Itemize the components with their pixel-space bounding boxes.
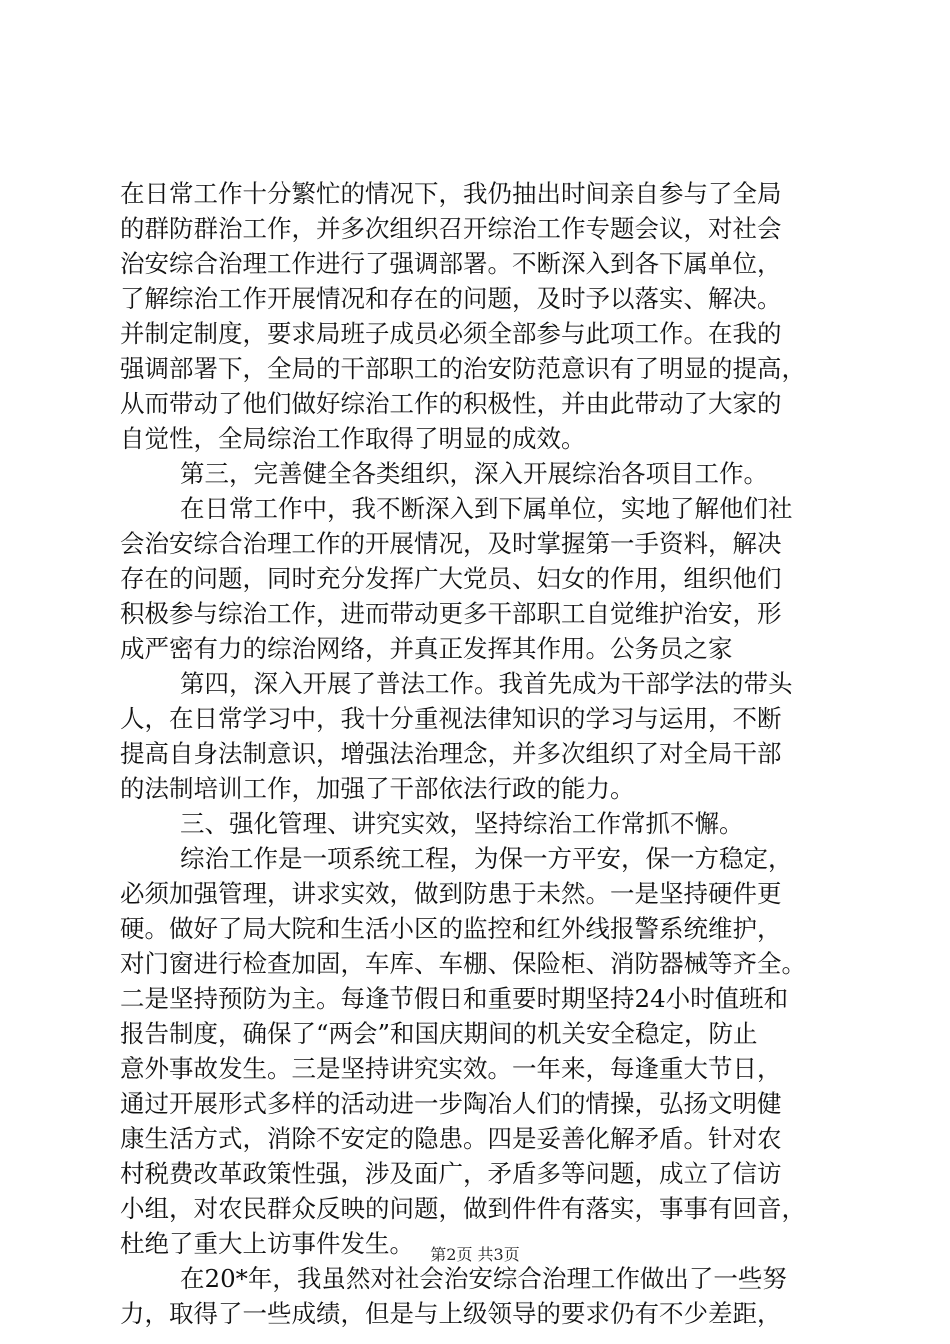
text-line: 治安综合治理工作进行了强调部署。不断深入到各下属单位， xyxy=(120,249,782,278)
text-line: 康生活方式，消除不安定的隐患。四是妥善化解矛盾。针对农 xyxy=(120,1124,782,1153)
text-line: 二是坚持预防为主。每逢节假日和重要时期坚持24小时值班和 xyxy=(120,984,789,1013)
text-line: 自觉性，全局综治工作取得了明显的成效。 xyxy=(120,424,586,453)
text-line: 积极参与综治工作，进而带动更多干部职工自觉维护治安，形 xyxy=(120,599,782,628)
page-number-footer: 第2页 共3页 xyxy=(430,1245,520,1264)
text-line: 力，取得了一些成绩，但是与上级领导的要求仍有不少差距， xyxy=(120,1299,782,1328)
text-line: 在日常工作中，我不断深入到下属单位，实地了解他们社 xyxy=(180,494,793,523)
text-line: 存在的问题，同时充分发挥广大党员、妇女的作用，组织他们 xyxy=(120,564,782,593)
text-line: 在20*年，我虽然对社会治安综合治理工作做出了一些努 xyxy=(180,1264,787,1293)
text-line: 对门窗进行检查加固，车库、车棚、保险柜、消防器械等齐全。 xyxy=(120,949,806,978)
text-line: 村税费改革政策性强，涉及面广，矛盾多等问题，成立了信访 xyxy=(120,1159,782,1188)
text-line: 的群防群治工作，并多次组织召开综治工作专题会议，对社会 xyxy=(120,214,782,243)
text-line: 报告制度，确保了“两会”和国庆期间的机关安全稳定，防止 xyxy=(120,1019,758,1048)
text-line: 了解综治工作开展情况和存在的问题，及时予以落实、解决。 xyxy=(120,284,782,313)
section-heading: 三、强化管理、讲究实效，坚持综治工作常抓不懈。 xyxy=(180,809,744,838)
text-line: 小组，对农民群众反映的问题，做到件件有落实，事事有回音， xyxy=(120,1194,806,1223)
text-line: 在日常工作十分繁忙的情况下，我仍抽出时间亲自参与了全局 xyxy=(120,179,782,208)
text-line: 意外事故发生。三是坚持讲究实效。一年来，每逢重大节日， xyxy=(120,1054,782,1083)
body-text xyxy=(120,176,840,1331)
text-line: 人，在日常学习中，我十分重视法律知识的学习与运用，不断 xyxy=(120,704,782,733)
text-line: 会治安综合治理工作的开展情况，及时掌握第一手资料，解决 xyxy=(120,529,782,558)
text-line: 第四，深入开展了普法工作。我首先成为干部学法的带头 xyxy=(180,669,793,698)
text-line: 综治工作是一项系统工程，为保一方平安，保一方稳定， xyxy=(180,844,793,873)
paragraph-heading: 第三，完善健全各类组织，深入开展综治各项目工作。 xyxy=(180,459,768,488)
text-line: 成严密有力的综治网络，并真正发挥其作用。公务员之家 xyxy=(120,634,733,663)
text-line: 提高自身法制意识，增强法治理念，并多次组织了对全局干部 xyxy=(120,739,782,768)
text-line: 杜绝了重大上访事件发生。 xyxy=(120,1229,414,1258)
text-line: 从而带动了他们做好综治工作的积极性，并由此带动了大家的 xyxy=(120,389,782,418)
text-line: 并制定制度，要求局班子成员必须全部参与此项工作。在我的 xyxy=(120,319,782,348)
text-line: 必须加强管理，讲求实效，做到防患于未然。一是坚持硬件更 xyxy=(120,879,782,908)
text-line: 硬。做好了局大院和生活小区的监控和红外线报警系统维护， xyxy=(120,914,782,943)
text-line: 的法制培训工作，加强了干部依法行政的能力。 xyxy=(120,774,635,803)
text-line: 通过开展形式多样的活动进一步陶冶人们的情操，弘扬文明健 xyxy=(120,1089,782,1118)
text-line: 强调部署下，全局的干部职工的治安防范意识有了明显的提高， xyxy=(120,354,806,383)
